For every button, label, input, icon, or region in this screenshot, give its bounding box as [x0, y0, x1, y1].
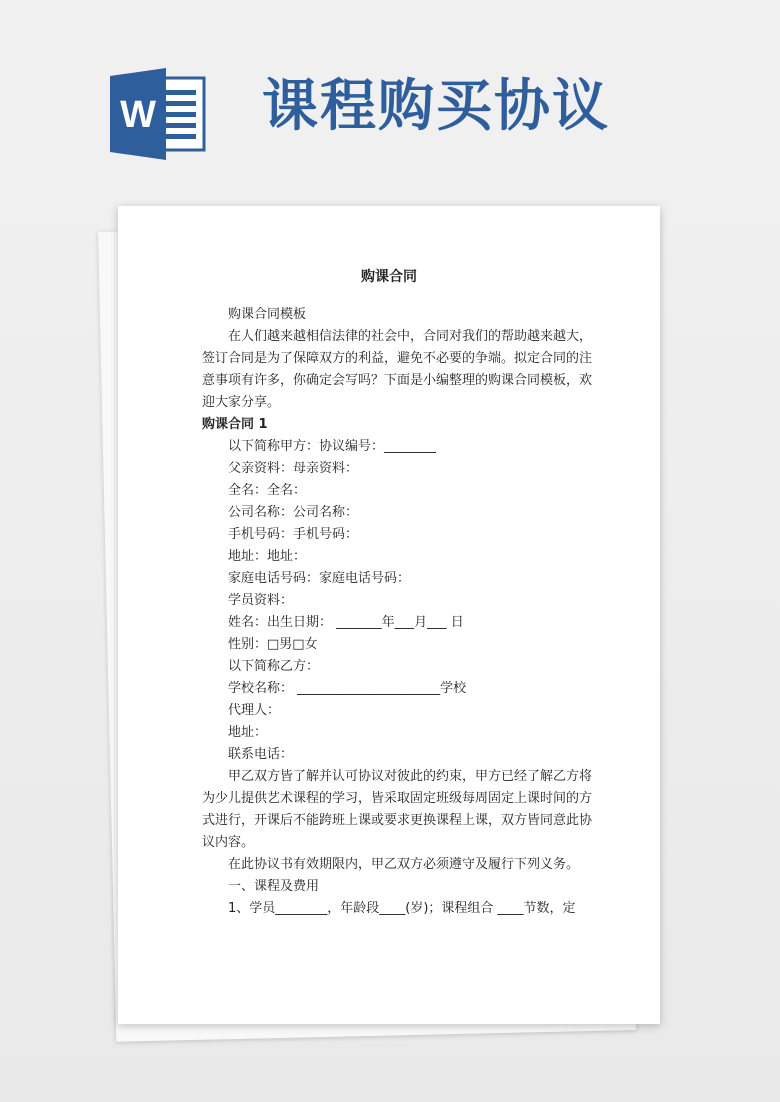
address-b-line: 地址： — [228, 725, 268, 740]
template-title: 购课合同模板 — [228, 307, 307, 322]
item-one-detail: 1、学员________，年龄段____(岁)；课程组合 ____节数，定 — [228, 901, 576, 916]
section-title: 购课合同 1 — [202, 417, 268, 432]
word-document-icon — [108, 68, 208, 160]
item-one-heading: 一、课程及费用 — [228, 879, 320, 894]
intro-paragraph: 在人们越来越相信法律的社会中，合同对我们的帮助越来越大，签订合同是为了保障双方的利益，避免不必要的争端。拟定合同的注意事项有许多，你确定会写吗？下面是小编整理的购课合同模板，欢迎大家分享。 — [202, 329, 593, 410]
parents-info-line: 父亲资料：母亲资料： — [228, 461, 359, 476]
student-info-line: 学员资料： — [228, 593, 294, 608]
agent-line: 代理人： — [228, 703, 281, 718]
agreement-paragraph: 甲乙双方皆了解并认可协议对彼此的约束，甲方已经了解乙方将为少儿提供艺术课程的学习，皆采取固定班级每周固定上课时间的方式进行，开课后不能跨班上课或要求更换课程上课，双方皆同意此协议内容。 — [202, 769, 593, 850]
home-phone-line: 家庭电话号码：家庭电话号码： — [228, 571, 411, 586]
address-a-line: 地址：地址： — [228, 549, 307, 564]
validity-line: 在此协议书有效期限内，甲乙双方必须遵守及履行下列义务。 — [228, 857, 580, 872]
party-a-line: 以下简称甲方：协议编号：________ — [228, 439, 437, 454]
party-b-line: 以下简称乙方： — [228, 659, 320, 674]
name-birth-line: 姓名：出生日期： _______年___月___ 日 — [228, 615, 464, 630]
school-line: 学校名称： ______________________学校 — [228, 681, 467, 696]
document-page — [118, 206, 660, 1024]
word-icon-letter: W — [120, 94, 156, 136]
mobile-line: 手机号码：手机号码： — [228, 527, 359, 542]
company-line: 公司名称：公司名称： — [228, 505, 359, 520]
full-name-line: 全名：全名： — [228, 483, 307, 498]
page-title: 课程购买协议 — [262, 73, 610, 139]
document-body — [202, 304, 604, 920]
document-heading: 购课合同 — [361, 269, 417, 285]
gender-line: 性别：□男□女 — [228, 637, 318, 652]
contact-line: 联系电话： — [228, 747, 294, 762]
